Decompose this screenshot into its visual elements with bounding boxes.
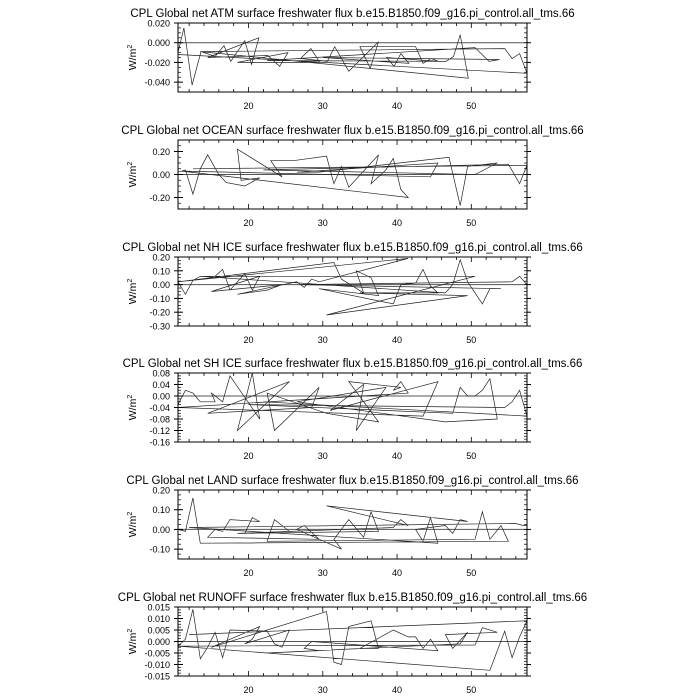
y-axis-label: $W/m^2$ [127, 628, 139, 655]
y-tick-label: -0.12 [149, 426, 170, 436]
y-tick-label: 0.10 [152, 266, 170, 277]
y-tick-label: -0.20 [149, 307, 170, 318]
y-tick-label: 0.000 [147, 637, 170, 647]
y-tick-label: 0.010 [147, 614, 170, 624]
panel-title: CPL Global net NH ICE surface freshwater flux b.e15.B1850.f09_g16.pi_control.all_tms.66 [122, 242, 583, 254]
y-tick-label: 0.020 [147, 18, 170, 29]
x-tick-label: 30 [317, 335, 328, 345]
y-tick-label: -0.08 [149, 414, 170, 425]
x-tick-label: 40 [392, 451, 403, 461]
x-tick-label: 30 [317, 685, 328, 695]
x-tick-label: 20 [243, 685, 254, 695]
y-tick-label: -0.010 [144, 660, 170, 670]
y-tick-label: 0.00 [152, 524, 170, 535]
y-tick-label: 0.08 [152, 368, 170, 379]
data-series-line [178, 149, 527, 205]
y-tick-label: 0.000 [147, 38, 170, 49]
x-tick-label: 50 [466, 451, 477, 461]
data-series-line [178, 498, 527, 549]
y-tick-label: -0.30 [149, 321, 170, 332]
y-axis-label: $W/m^2$ [127, 394, 139, 421]
y-tick-label: 0.04 [152, 380, 170, 390]
y-tick-label: -0.10 [149, 544, 170, 555]
y-tick-label: 0.20 [152, 485, 170, 496]
data-series-line [178, 609, 527, 670]
x-tick-label: 20 [243, 335, 254, 345]
y-axis-label: $W/m^2$ [127, 44, 139, 71]
x-tick-label: 40 [392, 218, 403, 228]
panel-2 [121, 125, 583, 228]
panel-4 [123, 358, 583, 461]
y-tick-label: -0.020 [144, 57, 170, 68]
y-tick-label: 0.00 [152, 280, 170, 291]
y-tick-label: 0.20 [152, 252, 170, 263]
y-tick-label: 0.015 [147, 602, 170, 613]
panel-title: CPL Global net LAND surface freshwater flux b.e15.B1850.f09_g16.pi_control.all_tms.66 [126, 475, 579, 487]
y-tick-label: -0.04 [149, 403, 170, 413]
x-tick-label: 40 [392, 568, 403, 578]
y-axis-label: $W/m^2$ [127, 278, 139, 305]
y-tick-label: 0.00 [152, 391, 170, 402]
data-series-line [178, 28, 527, 85]
x-tick-label: 50 [466, 335, 477, 345]
panel-title: CPL Global net OCEAN surface freshwater flux b.e15.B1850.f09_g16.pi_control.all_tms.66 [121, 125, 584, 137]
x-tick-label: 30 [317, 451, 328, 461]
y-axis-label: $W/m^2$ [127, 161, 139, 188]
y-tick-label: -0.20 [149, 193, 170, 203]
y-tick-label: -0.005 [144, 648, 170, 659]
y-tick-label: 0.005 [147, 625, 170, 636]
data-series-line [178, 373, 527, 431]
x-tick-label: 40 [392, 685, 403, 695]
data-series-line [178, 258, 527, 315]
y-tick-label: 0.00 [152, 170, 170, 180]
panel-5 [126, 475, 578, 578]
y-tick-label: -0.015 [144, 671, 170, 682]
x-tick-label: 20 [243, 451, 254, 461]
x-tick-label: 40 [392, 101, 403, 111]
y-tick-label: 0.20 [152, 147, 170, 157]
y-tick-label: 0.10 [152, 505, 170, 516]
x-tick-label: 30 [317, 218, 328, 228]
panel-3 [122, 242, 582, 345]
panel-title: CPL Global net SH ICE surface freshwater flux b.e15.B1850.f09_g16.pi_control.all_tms.66 [122, 358, 583, 370]
x-tick-label: 20 [243, 218, 254, 228]
y-tick-label: -0.040 [144, 77, 170, 88]
plot-frame [178, 257, 527, 326]
x-tick-label: 50 [466, 101, 477, 111]
x-tick-label: 40 [392, 335, 403, 345]
x-tick-label: 20 [243, 101, 254, 111]
y-axis-label: $W/m^2$ [127, 511, 139, 538]
x-tick-label: 30 [317, 101, 328, 111]
x-tick-label: 30 [317, 568, 328, 578]
y-tick-label: -0.16 [149, 437, 170, 448]
panel-1 [127, 8, 575, 111]
panel-title: CPL Global net RUNOFF surface freshwater flux b.e15.B1850.f09_g16.pi_control.all_tms.66 [117, 592, 588, 604]
x-tick-label: 50 [466, 685, 477, 695]
x-tick-label: 50 [466, 218, 477, 228]
x-tick-label: 50 [466, 568, 477, 578]
y-tick-label: -0.10 [149, 293, 170, 304]
panel-6 [118, 592, 587, 695]
x-tick-label: 20 [243, 568, 254, 578]
panel-title: CPL Global net ATM surface freshwater flux b.e15.B1850.f09_g16.pi_control.all_tms.66 [130, 8, 575, 20]
